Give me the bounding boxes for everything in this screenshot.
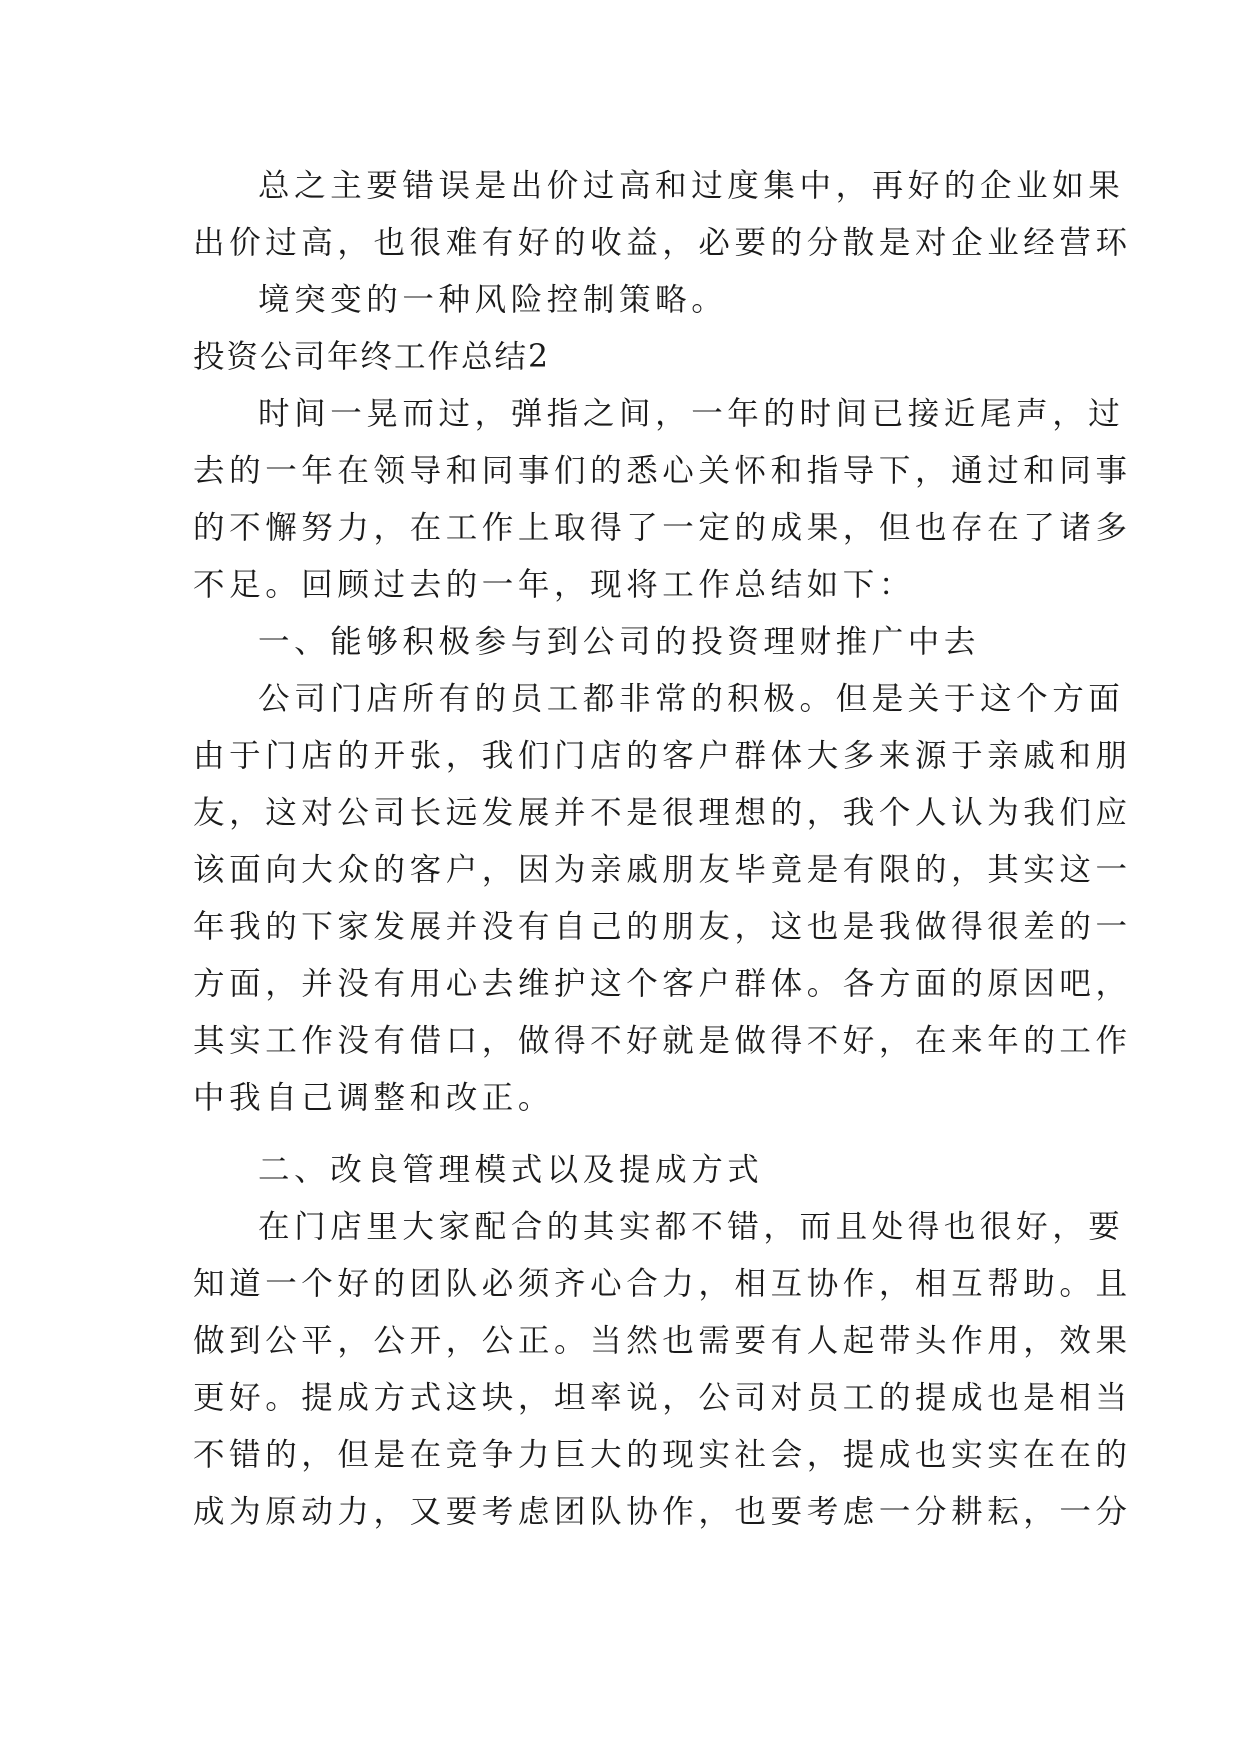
paragraph-line: 时间一晃而过，弹指之间，一年的时间已接近尾声，过 bbox=[258, 396, 1125, 432]
paragraph-line: 知道一个好的团队必须齐心合力，相互协作，相互帮助。且 bbox=[193, 1266, 1132, 1302]
paragraph-line: 该面向大众的客户，因为亲戚朋友毕竟是有限的，其实这一 bbox=[193, 852, 1132, 888]
section-heading: 一、能够积极参与到公司的投资理财推广中去 bbox=[258, 624, 981, 660]
paragraph-line: 成为原动力，又要考虑团队协作，也要考虑一分耕耘，一分 bbox=[193, 1494, 1132, 1530]
paragraph-line: 不足。回顾过去的一年，现将工作总结如下： bbox=[193, 567, 916, 603]
paragraph-line: 境突变的一种风险控制策略。 bbox=[258, 282, 728, 318]
paragraph-line: 方面，并没有用心去维护这个客户群体。各方面的原因吧， bbox=[193, 966, 1132, 1002]
paragraph-line: 的不懈努力，在工作上取得了一定的成果，但也存在了诸多 bbox=[193, 510, 1132, 546]
paragraph-line: 总之主要错误是出价过高和过度集中，再好的企业如果 bbox=[258, 168, 1125, 204]
section-heading: 二、改良管理模式以及提成方式 bbox=[258, 1152, 764, 1188]
paragraph-line: 更好。提成方式这块，坦率说，公司对员工的提成也是相当 bbox=[193, 1380, 1132, 1416]
paragraph-line: 其实工作没有借口，做得不好就是做得不好，在来年的工作 bbox=[193, 1023, 1132, 1059]
paragraph-line: 年我的下家发展并没有自己的朋友，这也是我做得很差的一 bbox=[193, 909, 1132, 945]
paragraph-line: 去的一年在领导和同事们的悉心关怀和指导下，通过和同事 bbox=[193, 453, 1132, 489]
paragraph-line: 在门店里大家配合的其实都不错，而且处得也很好，要 bbox=[258, 1209, 1125, 1245]
paragraph-line: 出价过高，也很难有好的收益，必要的分散是对企业经营环 bbox=[193, 225, 1132, 261]
paragraph-line: 公司门店所有的员工都非常的积极。但是关于这个方面 bbox=[258, 681, 1125, 717]
paragraph-line: 由于门店的开张，我们门店的客户群体大多来源于亲戚和朋 bbox=[193, 738, 1132, 774]
section-title: 投资公司年终工作总结2 bbox=[193, 339, 551, 375]
paragraph-line: 不错的，但是在竞争力巨大的现实社会，提成也实实在在的 bbox=[193, 1437, 1132, 1473]
paragraph-line: 友，这对公司长远发展并不是很理想的，我个人认为我们应 bbox=[193, 795, 1132, 831]
paragraph-line: 做到公平，公开，公正。当然也需要有人起带头作用，效果 bbox=[193, 1323, 1132, 1359]
paragraph-line: 中我自己调整和改正。 bbox=[193, 1080, 555, 1116]
